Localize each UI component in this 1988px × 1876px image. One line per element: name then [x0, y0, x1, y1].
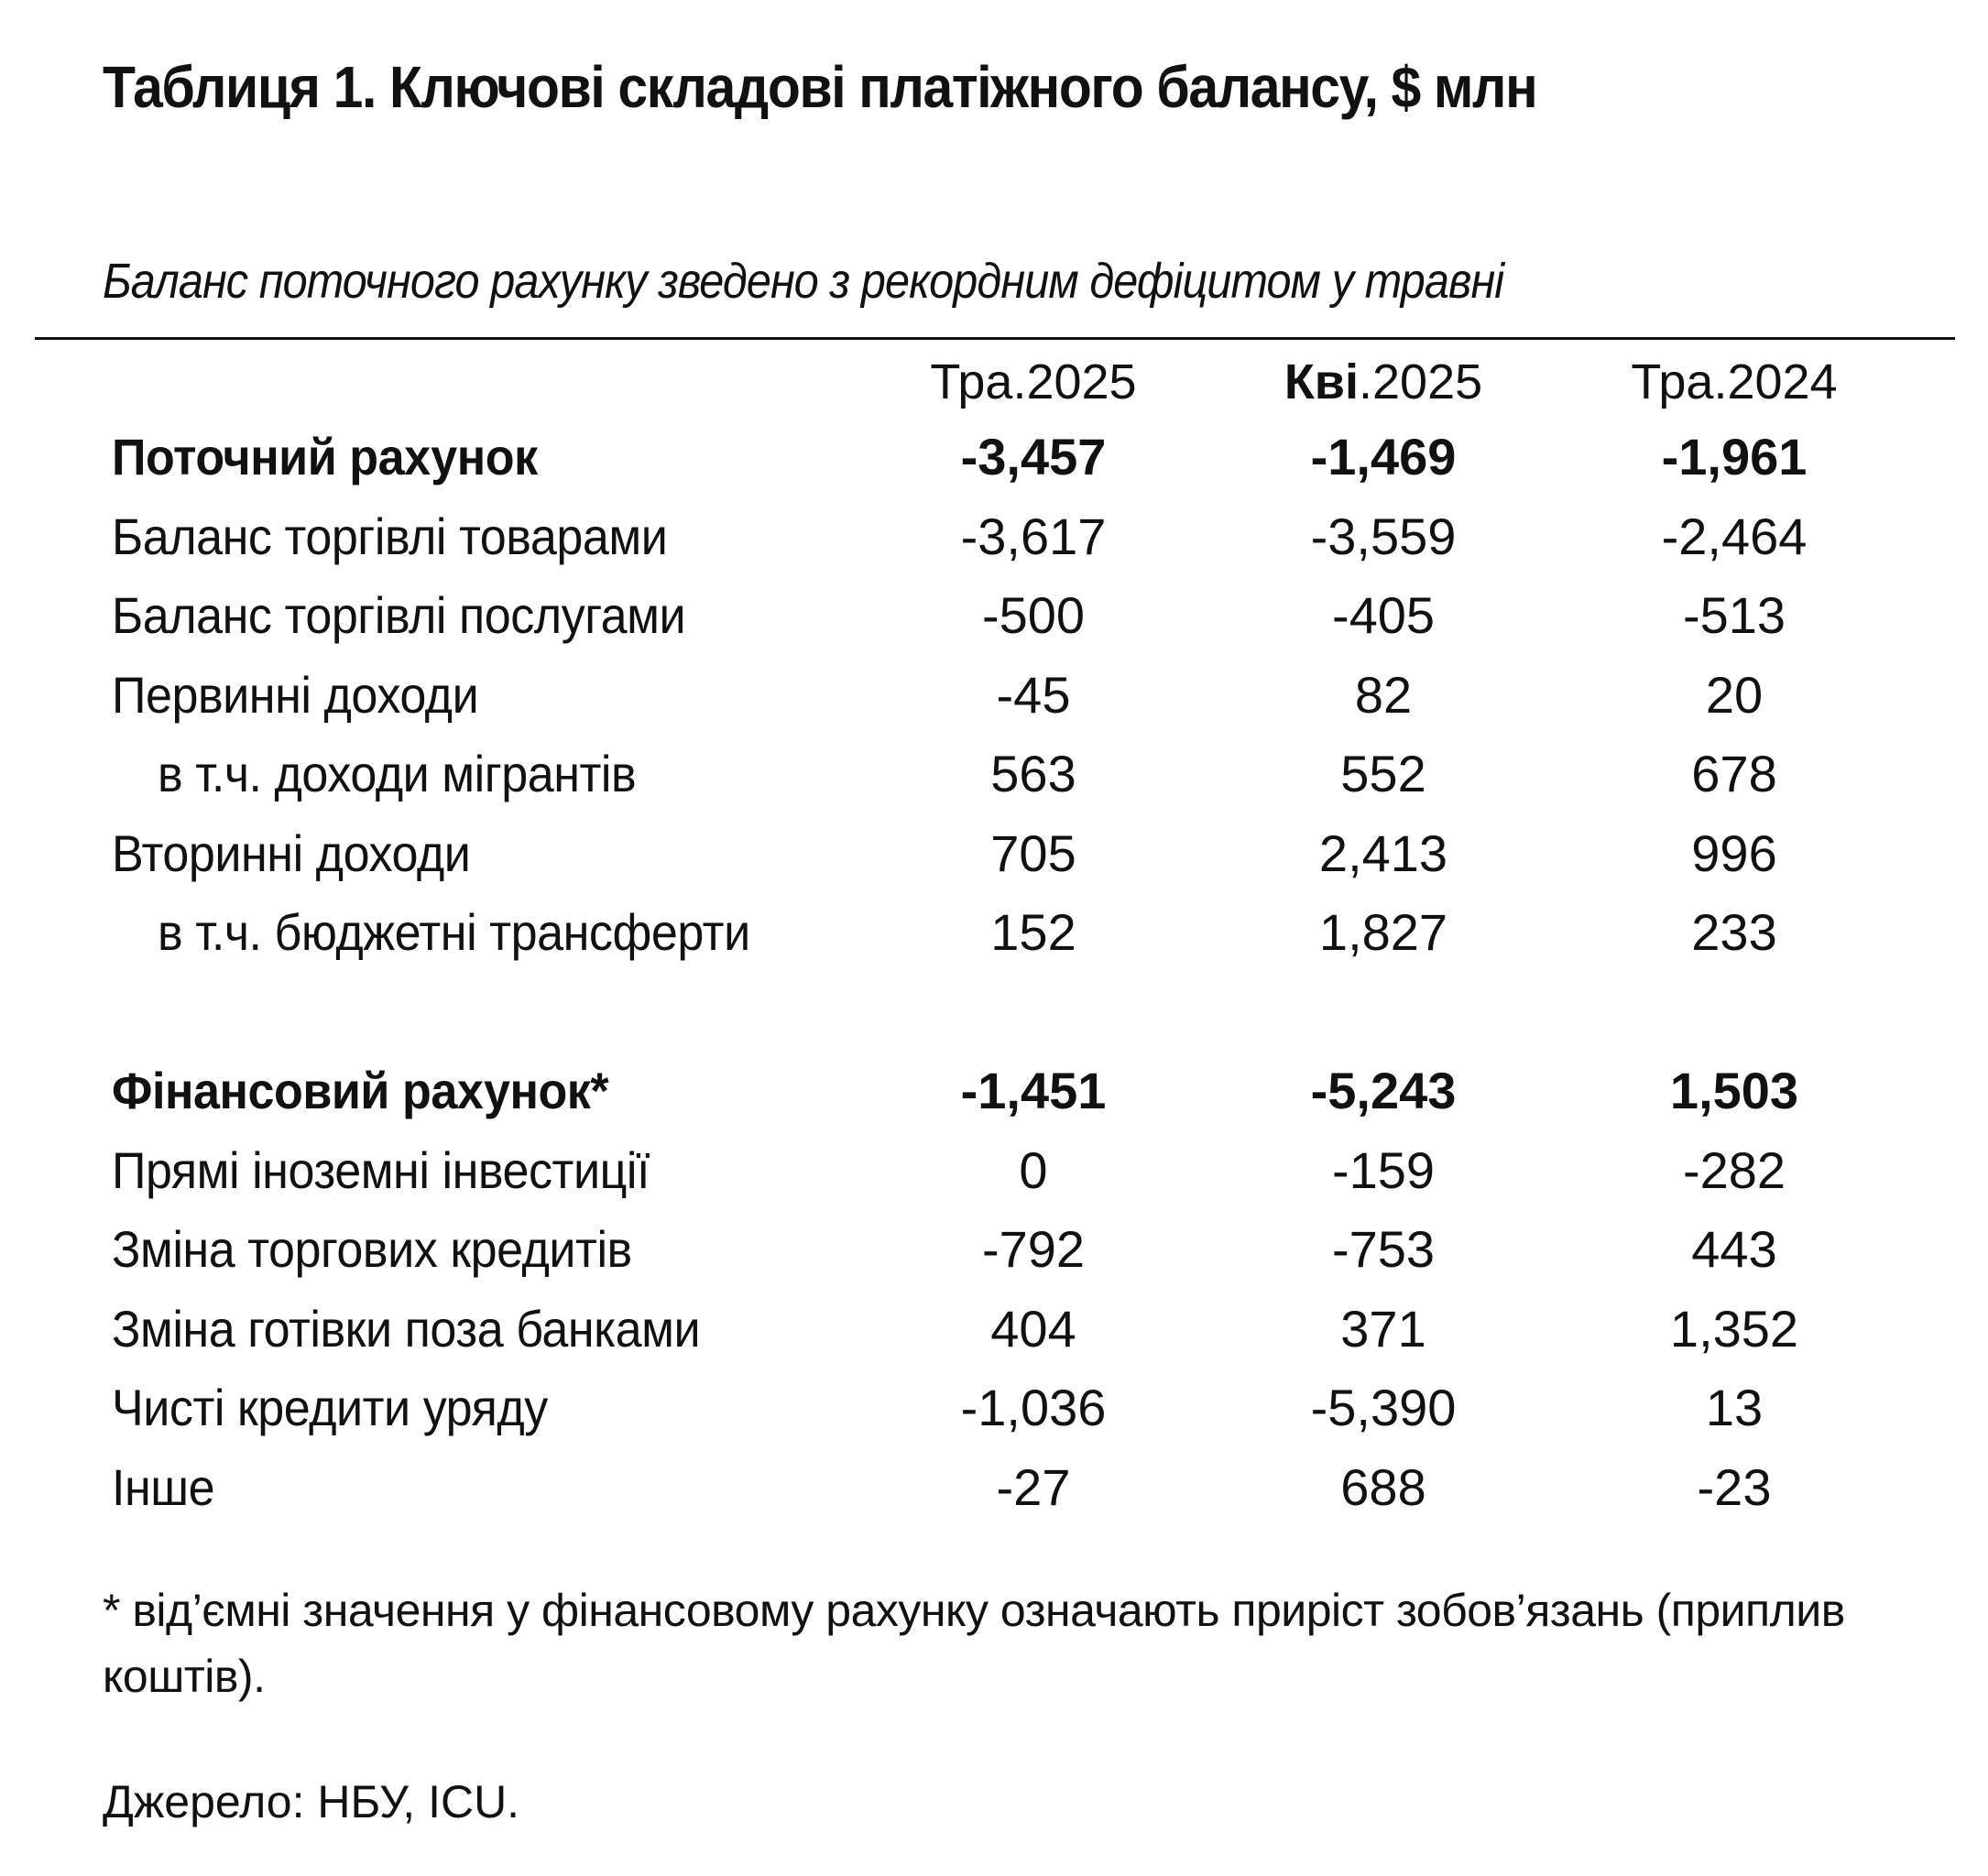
- row-label: Зміна готівки поза банками: [112, 1300, 701, 1358]
- table-subtitle: Баланс поточного рахунку зведено з рекордним дефіцитом у травні: [103, 254, 1504, 309]
- header-rule: [35, 337, 1955, 340]
- table-row: [0, 1378, 1988, 1456]
- row-value: 404: [990, 1300, 1076, 1358]
- column-header-year: .2025: [1359, 354, 1483, 409]
- row-value: -513: [1682, 586, 1786, 644]
- row-label: Вторинні доходи: [112, 824, 471, 882]
- table-title: Таблиця 1. Ключові складові платіжного балансу, $ млн: [103, 54, 1537, 120]
- row-value: 152: [990, 903, 1076, 961]
- column-header: [1246, 354, 1521, 410]
- row-value: 371: [1340, 1300, 1426, 1358]
- row-value: -27: [996, 1458, 1071, 1516]
- row-label: Зміна торгових кредитів: [112, 1220, 632, 1278]
- row-value: -45: [996, 666, 1071, 724]
- row-value: -2,464: [1661, 507, 1808, 565]
- row-value: 688: [1340, 1458, 1426, 1516]
- row-value: 705: [990, 824, 1076, 882]
- table-row: [0, 1219, 1988, 1298]
- table-row: [0, 902, 1988, 981]
- row-value: 2,413: [1318, 824, 1448, 882]
- row-value: -3,617: [960, 507, 1107, 565]
- row-value: 996: [1691, 824, 1777, 882]
- row-label: Фінансовий рахунок*: [112, 1062, 609, 1119]
- row-value: -23: [1697, 1458, 1772, 1516]
- table-row: [0, 585, 1988, 664]
- row-label: Інше: [112, 1458, 215, 1516]
- row-value: -792: [981, 1220, 1086, 1278]
- row-value: -1,469: [1310, 428, 1457, 485]
- table-row: [0, 823, 1988, 902]
- column-header-year: .2024: [1713, 354, 1838, 409]
- row-label: Чисті кредити уряду: [112, 1379, 548, 1436]
- row-value: 443: [1691, 1220, 1777, 1278]
- row-label: Первинні доходи: [112, 666, 479, 724]
- row-value: 1,827: [1318, 903, 1448, 961]
- table-row: [0, 1457, 1988, 1536]
- row-value: 82: [1354, 666, 1413, 724]
- source-note: Джерело: НБУ, ICU.: [103, 1776, 520, 1827]
- row-value: -1,036: [960, 1379, 1107, 1436]
- row-value: -282: [1682, 1141, 1786, 1199]
- table-row: [0, 507, 1988, 585]
- row-value: -405: [1331, 586, 1436, 644]
- row-value: -3,457: [960, 428, 1107, 485]
- column-header: [1597, 354, 1872, 410]
- table-row: [0, 1140, 1988, 1219]
- row-label: Поточний рахунок: [112, 428, 538, 485]
- row-value: 552: [1340, 745, 1426, 802]
- row-value: -1,961: [1661, 428, 1808, 485]
- table-row: [0, 744, 1988, 823]
- row-label: в т.ч. бюджетні трансферти: [158, 903, 750, 961]
- row-value: -1,451: [960, 1062, 1107, 1119]
- row-value: 0: [1019, 1141, 1048, 1199]
- row-value: -753: [1331, 1220, 1436, 1278]
- row-value: 20: [1705, 666, 1764, 724]
- row-value: -159: [1331, 1141, 1436, 1199]
- row-label: Баланс торгівлі товарами: [112, 507, 668, 565]
- row-value: 1,352: [1669, 1300, 1799, 1358]
- table-row-financial-account: [0, 1061, 1988, 1140]
- column-header: [896, 354, 1171, 410]
- row-value: -500: [981, 586, 1086, 644]
- row-label: Прямі іноземні інвестиції: [112, 1141, 650, 1199]
- row-value: 233: [1691, 903, 1777, 961]
- row-value: -5,390: [1310, 1379, 1457, 1436]
- row-value: 563: [990, 745, 1076, 802]
- row-value: -5,243: [1310, 1062, 1457, 1119]
- row-value: 1,503: [1669, 1062, 1799, 1119]
- table-row-current-account: [0, 427, 1988, 506]
- row-label: Баланс торгівлі послугами: [112, 586, 686, 644]
- row-label: в т.ч. доходи мігрантів: [158, 745, 637, 802]
- row-value: 678: [1691, 745, 1777, 802]
- column-header-month: Тра: [930, 354, 1013, 409]
- table-row: [0, 665, 1988, 744]
- column-header-month: Тра: [1631, 354, 1714, 409]
- footnote: * від’ємні значення у фінансовому рахунку означають приріст зобов’язань (приплив коштів).: [103, 1585, 1845, 1702]
- table-row: [0, 1299, 1988, 1378]
- column-header-year: .2025: [1012, 354, 1137, 409]
- column-header-month: Кві: [1283, 354, 1360, 409]
- row-value: -3,559: [1310, 507, 1457, 565]
- row-value: 13: [1705, 1379, 1764, 1436]
